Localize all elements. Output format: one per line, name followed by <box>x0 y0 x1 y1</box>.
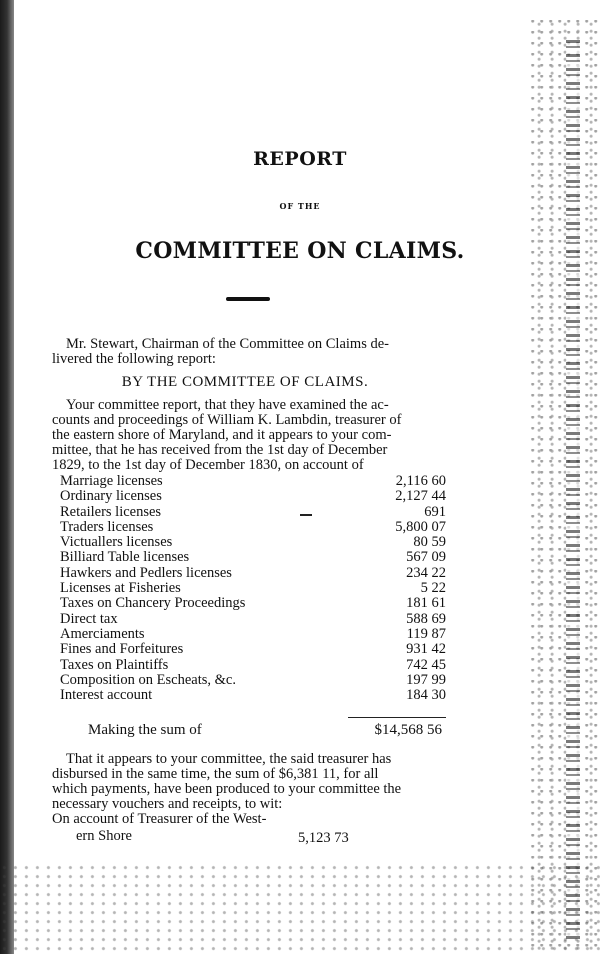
stray-dash-mark <box>300 514 312 516</box>
receipt-label: Fines and Forfeitures <box>60 641 184 658</box>
scan-noise-right <box>530 20 600 950</box>
receipt-amount: 119 87 <box>406 625 446 642</box>
receipt-row <box>60 505 450 520</box>
receipt-amount: 181 61 <box>406 595 446 612</box>
receipt-label: Taxes on Chancery Proceedings <box>60 595 246 612</box>
receipt-row <box>60 673 450 688</box>
total-rule <box>348 717 446 718</box>
report-line-2: counts and proceedings of William K. Lambdin, treasurer of <box>52 412 402 428</box>
total-amount: $14,568 56 <box>374 722 442 738</box>
receipt-amount: 567 09 <box>406 549 446 566</box>
receipt-row <box>60 612 450 627</box>
report-line-4: mittee, that he has received from the 1st day of December <box>52 442 388 458</box>
report-title: REPORT <box>253 148 347 170</box>
receipt-amount: 197 99 <box>406 671 446 688</box>
receipt-label: Hawkers and Pedlers licenses <box>60 564 232 581</box>
receipt-row <box>60 566 450 581</box>
receipt-label: Amerciaments <box>60 625 145 642</box>
receipt-label: Ordinary licenses <box>60 488 162 505</box>
scan-strip-right <box>566 40 580 940</box>
receipt-label: Composition on Escheats, &c. <box>60 671 236 688</box>
receipt-label: Interest account <box>60 687 153 704</box>
intro-line-1: Mr. Stewart, Chairman of the Committee on Claims de- <box>66 336 389 352</box>
disbursed-line-2: disbursed in the same time, the sum of $6,381 11, for all <box>52 766 379 782</box>
receipt-amount: 588 69 <box>406 610 446 627</box>
receipt-amount: 5 22 <box>420 580 446 597</box>
receipt-label: Victuallers licenses <box>60 534 173 551</box>
receipt-row <box>60 627 450 642</box>
report-line-5: 1829, to the 1st day of December 1830, on account of <box>52 457 364 473</box>
receipt-row <box>60 550 450 565</box>
receipt-row <box>60 581 450 596</box>
receipt-label: Taxes on Plaintiffs <box>60 656 169 673</box>
receipt-label: Traders licenses <box>60 518 154 535</box>
receipt-row <box>60 642 450 657</box>
section-heading: BY THE COMMITTEE OF CLAIMS. <box>121 374 369 390</box>
page-binding-edge <box>0 0 14 954</box>
receipt-label: Licenses at Fisheries <box>60 580 181 597</box>
disbursed-line-1: That it appears to your committee, the said treasurer has <box>66 751 392 767</box>
report-line-3: the eastern shore of Maryland, and it appears to your com- <box>52 427 392 443</box>
report-line-1: Your committee report, that they have examined the ac- <box>66 397 389 413</box>
receipt-label: Retailers licenses <box>60 503 162 520</box>
receipt-amount: 931 42 <box>406 641 446 658</box>
receipt-row <box>60 489 450 504</box>
receipt-row <box>60 658 450 673</box>
receipt-amount: 234 22 <box>406 564 446 581</box>
disbursed-line-6: ern Shore <box>76 828 132 844</box>
committee-title: COMMITTEE ON CLAIMS. <box>135 238 465 264</box>
receipt-label: Marriage licenses <box>60 473 163 489</box>
disbursed-line-4: necessary vouchers and receipts, to wit: <box>52 796 283 812</box>
title-ornament-rule <box>226 297 270 301</box>
receipts-list <box>60 474 450 703</box>
disbursed-line-5: On account of Treasurer of the West- <box>52 811 267 827</box>
receipt-label: Direct tax <box>60 610 118 627</box>
receipt-amount: 691 <box>424 503 446 520</box>
receipt-row <box>60 535 450 550</box>
receipt-row <box>60 688 450 703</box>
receipt-row <box>60 596 450 611</box>
receipt-amount: 2,116 60 <box>395 473 446 489</box>
receipt-amount: 5,800 07 <box>395 518 446 535</box>
report-subtitle-of-the: OF THE <box>279 201 321 211</box>
disbursed-line-3: which payments, have been produced to your committee the <box>52 781 402 797</box>
scan-noise-bottom <box>0 864 600 954</box>
receipt-amount: 2,127 44 <box>395 488 446 505</box>
receipt-amount: 742 45 <box>406 656 446 673</box>
intro-line-2: livered the following report: <box>52 351 216 367</box>
western-shore-amount: 5,123 73 <box>298 830 349 846</box>
receipt-row <box>60 474 450 489</box>
total-label: Making the sum of <box>88 722 202 738</box>
receipt-label: Billiard Table licenses <box>60 549 190 566</box>
receipt-amount: 80 59 <box>413 534 446 551</box>
receipt-amount: 184 30 <box>406 687 446 704</box>
receipt-row <box>60 520 450 535</box>
